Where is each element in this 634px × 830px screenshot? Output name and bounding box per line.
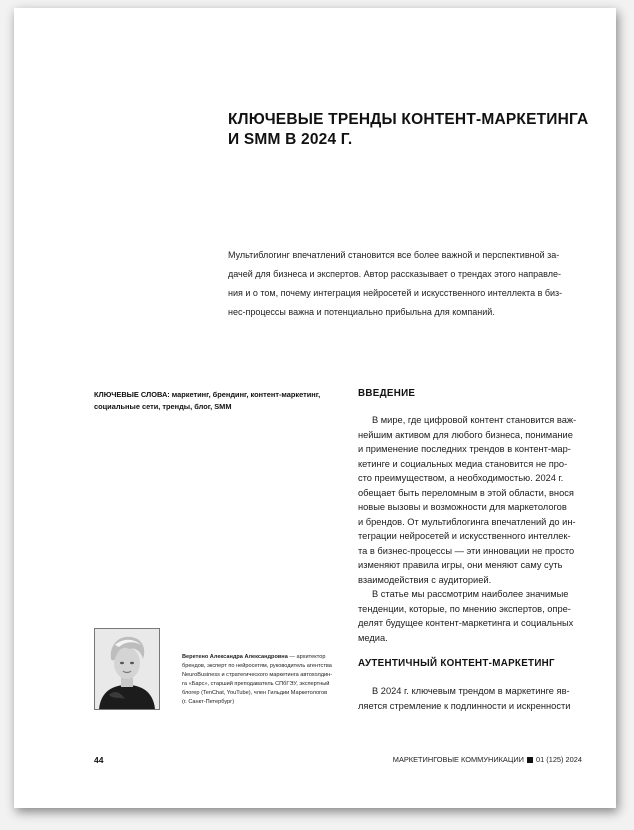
square-marker-icon	[527, 757, 533, 763]
section-heading-introduction: ВВЕДЕНИЕ	[358, 388, 416, 399]
body-line: медиа.	[358, 632, 388, 643]
body-line: кетинге и социальных медиа становится не про-	[358, 458, 568, 469]
keywords-block	[94, 389, 334, 412]
keywords-line: социальные сети, тренды, блог, SMM	[94, 401, 232, 411]
article-title	[228, 110, 608, 150]
title-line: И SMM В 2024 Г.	[228, 131, 353, 148]
lead-line: Мультиблогинг впечатлений становится все более важной и перспективной за-	[228, 250, 560, 260]
magazine-page	[14, 8, 616, 808]
body-line: и применение последних трендов в контент-мар-	[358, 444, 571, 454]
body-line: обещает быть переломным в этой области, внося	[358, 487, 574, 498]
body-line: та в бизнес-процессы — эти инновации не просто	[358, 545, 575, 556]
lead-line: нес-процессы важна и потенциально прибыльна для компаний.	[228, 307, 495, 317]
author-role: — архитектор	[287, 654, 326, 660]
issue-number: 01 (125) 2024	[535, 755, 582, 764]
author-bio-line: га «Барс», старший преподаватель СПбГЭУ, экспертный	[182, 680, 330, 687]
page-number: 44	[94, 755, 104, 765]
body-line: сто преимуществом, а необходимостью. 2024 г.	[358, 473, 564, 483]
author-photo	[94, 628, 160, 710]
lead-line: ния и о том, почему интеграция нейросетей и искусственного интеллекта в биз-	[228, 288, 563, 298]
body-line: делят будущее контент-маркетинга и социальных	[358, 618, 574, 628]
body-line: изменяют правила игры, они меняют саму суть	[358, 560, 563, 570]
author-bio-line: блогер (TenChat, YouTube), член Гильдии Маркетологов	[182, 689, 328, 696]
body-line: В мире, где цифровой контент становится важ-	[372, 415, 577, 425]
section-heading-authentic-content: АУТЕНТИЧНЫЙ КОНТЕНТ-МАРКЕТИНГ	[358, 658, 555, 669]
body-line: новые вызовы и возможности для маркетологов	[358, 502, 567, 512]
body-line: взаимодействия с аудиторией.	[358, 574, 492, 585]
title-line: КЛЮЧЕВЫЕ ТРЕНДЫ КОНТЕНТ-МАРКЕТИНГА	[228, 111, 589, 128]
body-line: тенденции, которые, по мнению экспертов, опре-	[358, 603, 571, 614]
author-portrait-icon	[95, 629, 159, 709]
keywords-line: КЛЮЧЕВЫЕ СЛОВА: маркетинг, брендинг, контент-маркетинг,	[94, 390, 321, 399]
body-line: В статье мы рассмотрим наиболее значимые	[372, 589, 569, 599]
body-line: теграции нейросетей и искусственного интеллек-	[358, 531, 571, 541]
body-line: и брендов. От мультиблогинга впечатлений до ин-	[358, 516, 576, 527]
author-name: Веретено Александра Александровна	[182, 654, 288, 660]
section-body-introduction	[358, 413, 606, 645]
body-line: ляется стремление к подлинности и искренности	[358, 700, 571, 711]
author-bio-line	[182, 653, 352, 662]
author-bio	[182, 653, 352, 706]
author-bio-line: брендов, эксперт по нейросетям, руководитель агентства	[182, 662, 332, 669]
running-footer	[393, 755, 582, 764]
body-line: нейшим активом для любого бизнеса, понимание	[358, 429, 573, 440]
section-body-authentic-content	[358, 684, 606, 713]
author-bio-line: (г. Санкт-Петербург)	[182, 698, 235, 705]
article-lead	[228, 246, 596, 322]
journal-name: МАРКЕТИНГОВЫЕ КОММУНИКАЦИИ	[392, 755, 524, 764]
author-bio-line: NeuroBusiness и стратегического маркетинга автохолдин-	[182, 671, 333, 678]
body-line: В 2024 г. ключевым трендом в маркетинге яв-	[372, 686, 570, 696]
lead-line: дачей для бизнеса и экспертов. Автор рассказывает о трендах этого направле-	[228, 269, 561, 279]
